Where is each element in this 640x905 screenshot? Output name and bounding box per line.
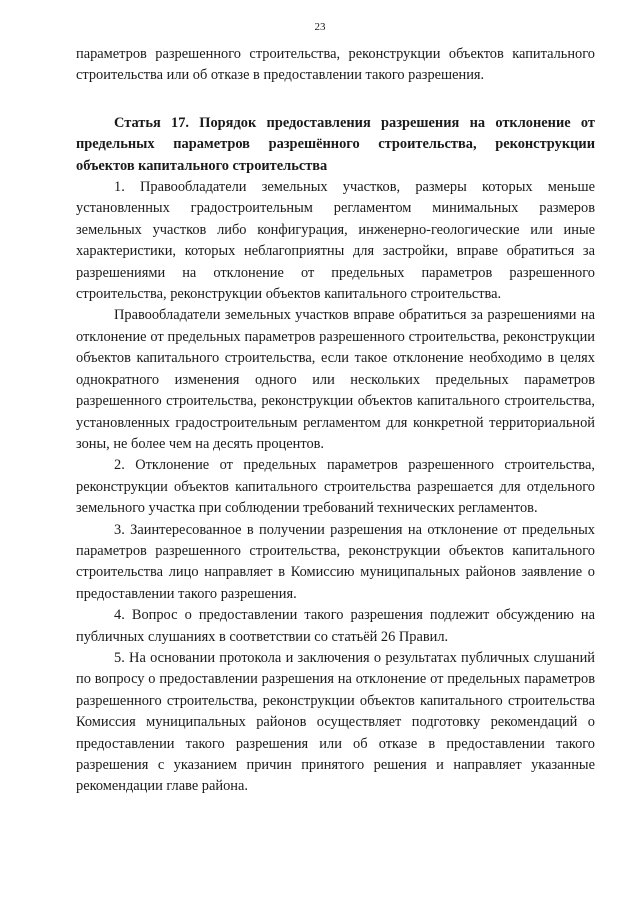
paragraph-3: 3. Заинтересованное в получении разрешения на отклонение от предельных параметров разрешенного строительства, реконструкции объектов капитального строительства лицо направляет в Комиссию муниципальных районов заявление о предоставлении такого разрешения.: [76, 521, 595, 602]
lead-paragraph: параметров разрешенного строительства, реконструкции объектов капитального строительства или об отказе в предоставлении такого разрешения.: [76, 46, 595, 84]
paragraph-2: 2. Отклонение от предельных параметров разрешенного строительства, реконструкции объектов капитального строительства разрешается для отдельного земельного участка при соблюдении требований технических регламентов.: [76, 457, 595, 517]
paragraph-1: 1. Правообладатели земельных участков, размеры которых меньше установленных градостроительным регламентом минимальных размеров земельных участков либо конфигурация, инженерно-геологические или иные характеристики, которых неблагоприятны для застройки, вправе обратиться за разрешениями на отклонение от предельных параметров разрешенного строительства, реконструкции объектов капитального строительства.: [76, 179, 595, 303]
page-number: 23: [314, 21, 326, 33]
paragraph-1-continued: Правообладатели земельных участков вправе обратиться за разрешениями на отклонение от предельных параметров разрешенного строительства, реконструкции объектов капитального строительства, если такое отклонение необходимо в целях однократного изменения одного или нескольких предельных параметров разрешенного строительства, реконструкции объектов капитального строительства, установленных градостроительным регламентом для конкретной территориальной зоны, не более чем на десять процентов.: [76, 307, 595, 452]
article-heading: Статья 17. Порядок предоставления разрешения на отклонение от предельных параметров разрешённого строительства, реконструкции объектов капитального строительства: [76, 114, 595, 174]
document-body: [76, 44, 595, 798]
paragraph-4: 4. Вопрос о предоставлении такого разрешения подлежит обсуждению на публичных слушаниях в соответствии со статьёй 26 Правил.: [76, 607, 595, 645]
paragraph-5: 5. На основании протокола и заключения о результатах публичных слушаний по вопросу о предоставлении разрешения на отклонение от предельных параметров разрешенного строительства, реконструкции объектов капитального строительства Комиссия муниципальных районов осуществляет подготовку рекомендаций о предоставлении такого разрешения или об отказе в предоставлении такого разрешения с указанием причин принятого решения и направляет указанные рекомендации главе района.: [76, 649, 595, 795]
